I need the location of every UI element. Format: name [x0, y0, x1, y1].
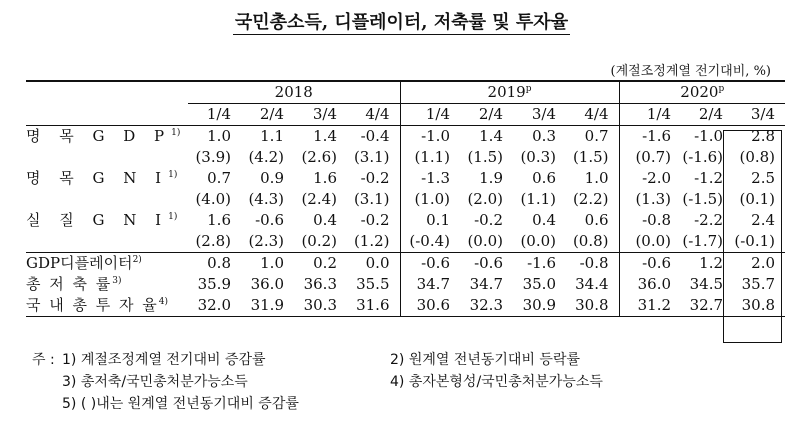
table-cell: 34.7	[469, 275, 503, 293]
table-cell: -0.6	[400, 253, 460, 275]
table-cell: -0.4	[360, 127, 390, 145]
table-cell: -0.6	[255, 211, 284, 229]
table-cell: 32.0	[188, 295, 241, 317]
table-cell: 30.6	[400, 295, 460, 317]
table-cell: -0.8	[619, 210, 681, 231]
table-cell: -1.0	[400, 126, 460, 148]
table-cell: (-1.6)	[682, 148, 724, 166]
title-text: 국민총소득, 디플레이터, 저축률 및 투자율	[234, 12, 569, 33]
row-label	[26, 189, 188, 210]
table-cell: 0.2	[294, 253, 347, 275]
header-blank	[26, 81, 188, 104]
table-cell: 0.6	[584, 211, 609, 229]
table-cell: (1.5)	[467, 148, 503, 166]
table-cell: (-1.7)	[682, 232, 724, 250]
table-cell: 32.7	[681, 295, 733, 317]
table-cell: 0.1	[400, 210, 460, 231]
table-cell: -0.2	[360, 211, 390, 229]
table-cell: (1.2)	[353, 232, 390, 250]
table-cell: (4.2)	[248, 148, 284, 166]
table-cell: (2.2)	[572, 190, 609, 208]
table-cell: 35.7	[741, 275, 776, 293]
quarter-header: 3/4	[733, 104, 785, 126]
footnote-row	[32, 394, 792, 416]
table-cell: 1.9	[479, 169, 503, 187]
table-cell: (0.0)	[520, 232, 556, 250]
table-cell: 1.6	[207, 211, 231, 229]
quarter-header-row	[26, 104, 785, 126]
row-label	[26, 295, 188, 317]
table-cell: (2.8)	[195, 232, 231, 250]
quarter-header: 1/4	[400, 104, 460, 126]
table-cell: 0.4	[532, 211, 556, 229]
row-label-text: 실 질 G N I	[26, 211, 169, 229]
table-cell: (2.3)	[248, 232, 284, 250]
year-header-row	[26, 81, 785, 104]
table-cell: 30.8	[733, 295, 785, 317]
footnotes	[32, 350, 792, 416]
row-note: 4)	[158, 297, 169, 307]
year-header-0: 2018	[188, 81, 400, 104]
table-cell: -1.6	[619, 126, 681, 148]
footnote-row	[32, 350, 792, 372]
table-cell: (1.1)	[400, 147, 460, 168]
table-cell: -0.6	[619, 253, 681, 275]
table-cell: 30.8	[566, 295, 619, 317]
quarter-header: 1/4	[619, 104, 681, 126]
table-cell: (2.6)	[301, 148, 337, 166]
year-header-2: 2020$^p$	[619, 81, 785, 104]
table-cell: (0.3)	[520, 148, 556, 166]
table-cell: 0.9	[260, 169, 284, 187]
table-cell: (4.3)	[248, 190, 284, 208]
table-cell: 1.2	[681, 253, 733, 275]
table-cell: 0.8	[188, 253, 241, 275]
row-label-text: 명 목 G N I	[26, 169, 169, 187]
quarter-header: 4/4	[566, 104, 619, 126]
page-title	[0, 8, 803, 34]
quarter-header: 3/4	[294, 104, 347, 126]
footnote-3: 3) 총저축/국민총처분가능소득	[62, 374, 248, 390]
table-cell: (0.8)	[572, 232, 609, 250]
table-cell: (-1.5)	[682, 190, 724, 208]
table-cell: -2.2	[694, 211, 724, 229]
table-cell: (0.0)	[467, 232, 503, 250]
row-label	[26, 147, 188, 168]
table-cell: (3.1)	[353, 148, 390, 166]
row-label	[26, 274, 188, 295]
table-row	[26, 295, 785, 317]
table-row	[26, 253, 785, 275]
header-blank	[26, 104, 188, 126]
table-cell: -1.6	[513, 253, 566, 275]
table-row	[26, 274, 785, 295]
table-cell: (-0.1)	[734, 232, 776, 250]
table-cell: 31.6	[347, 295, 400, 317]
table-row	[26, 189, 785, 210]
table-cell: 1.4	[479, 127, 503, 145]
table-row	[26, 147, 785, 168]
row-label	[26, 168, 188, 189]
table-cell: 31.2	[619, 295, 681, 317]
table-cell: (1.3)	[619, 189, 681, 210]
table-cell: (0.0)	[619, 231, 681, 253]
table-cell: 35.9	[197, 275, 231, 293]
table-cell: -0.8	[566, 253, 619, 275]
quarter-header: 2/4	[681, 104, 733, 126]
table-cell: 1.1	[260, 127, 284, 145]
table-cell: 1.0	[241, 253, 294, 275]
row-note: 3)	[112, 276, 122, 286]
footnote-5: 5) ( )내는 원계열 전년동기대비 증감률	[62, 396, 299, 412]
table-cell: 0.7	[584, 127, 609, 145]
row-label-text: GDP디플레이터	[26, 254, 133, 272]
table-cell: -1.3	[400, 168, 460, 189]
row-label-text: 국 내 총 투 자 율	[26, 296, 159, 314]
table-cell: 0.6	[532, 169, 556, 187]
table-cell: 36.0	[250, 275, 284, 293]
table-cell: (1.0)	[400, 189, 460, 210]
data-table	[26, 80, 785, 317]
table-cell: (2.0)	[467, 190, 503, 208]
table-cell: (0.1)	[739, 190, 776, 208]
table-body	[26, 126, 785, 317]
table-cell: (-0.4)	[400, 231, 460, 253]
table-cell: 35.5	[356, 275, 390, 293]
table-cell: 0.0	[347, 253, 400, 275]
footnote-2: 2) 원계열 전년동기대비 등락률	[390, 352, 581, 368]
table-cell: (0.7)	[619, 147, 681, 168]
table-cell: 32.3	[460, 295, 513, 317]
table-cell: 1.6	[313, 169, 337, 187]
quarter-header: 3/4	[513, 104, 566, 126]
table-cell: 2.4	[751, 211, 776, 229]
table-cell: (2.4)	[301, 190, 337, 208]
table-row	[26, 168, 785, 189]
table-cell: 34.5	[689, 275, 724, 293]
table-cell: 1.4	[313, 127, 337, 145]
table-cell: 34.7	[400, 274, 460, 295]
unit-label: (계절조정계열 전기대비, %)	[610, 64, 771, 79]
table-cell: 0.3	[532, 127, 556, 145]
row-label-text: 총 저 축 률	[26, 275, 113, 293]
table-cell: 36.0	[619, 274, 681, 295]
table-cell: -1.2	[694, 169, 724, 187]
table-cell: 0.7	[207, 169, 231, 187]
table-cell: 2.8	[751, 127, 776, 145]
quarter-header: 1/4	[188, 104, 241, 126]
quarter-header: 2/4	[460, 104, 513, 126]
footnote-row	[32, 372, 792, 394]
table-cell: 34.4	[575, 275, 609, 293]
table-cell: 1.0	[584, 169, 609, 187]
quarter-header: 4/4	[347, 104, 400, 126]
table-cell: 1.0	[207, 127, 231, 145]
table-cell: 35.0	[522, 275, 556, 293]
table-cell: 30.3	[294, 295, 347, 317]
table-cell: 2.0	[733, 253, 785, 275]
table-cell: (0.2)	[301, 232, 337, 250]
table-row	[26, 210, 785, 231]
row-label-text: 명 목 G D P	[26, 127, 172, 145]
table-cell: 30.9	[513, 295, 566, 317]
row-note: 1)	[168, 170, 178, 180]
table-cell: -0.6	[460, 253, 513, 275]
table-cell: 36.3	[303, 275, 337, 293]
footnote-4: 4) 총자본형성/국민총처분가능소득	[390, 374, 603, 390]
row-label	[26, 126, 188, 148]
table-cell: (0.8)	[739, 148, 776, 166]
table-cell: (3.1)	[353, 190, 390, 208]
row-note: 1)	[171, 128, 181, 138]
row-label	[26, 210, 188, 231]
table-cell: (1.1)	[520, 190, 556, 208]
table-cell: -0.2	[360, 169, 390, 187]
row-note: 2)	[132, 255, 142, 265]
table-cell: 31.9	[241, 295, 294, 317]
table-cell: -1.0	[694, 127, 724, 145]
row-label	[26, 231, 188, 253]
table-cell: 0.4	[313, 211, 337, 229]
footnote-prefix: 주 :	[32, 352, 55, 368]
footnote-1: 1) 계절조정계열 전기대비 증감률	[62, 352, 266, 368]
table-cell: (3.9)	[195, 148, 231, 166]
row-label	[26, 253, 188, 275]
table-row	[26, 231, 785, 253]
row-note: 1)	[168, 212, 178, 222]
table-cell: -2.0	[619, 168, 681, 189]
quarter-header: 2/4	[241, 104, 294, 126]
table-cell: (1.5)	[572, 148, 609, 166]
table-cell: (4.0)	[195, 190, 231, 208]
year-header-1: 2019$^p$	[400, 81, 619, 104]
table-row	[26, 126, 785, 148]
table-cell: -0.2	[474, 211, 503, 229]
table-cell: 2.5	[751, 169, 776, 187]
